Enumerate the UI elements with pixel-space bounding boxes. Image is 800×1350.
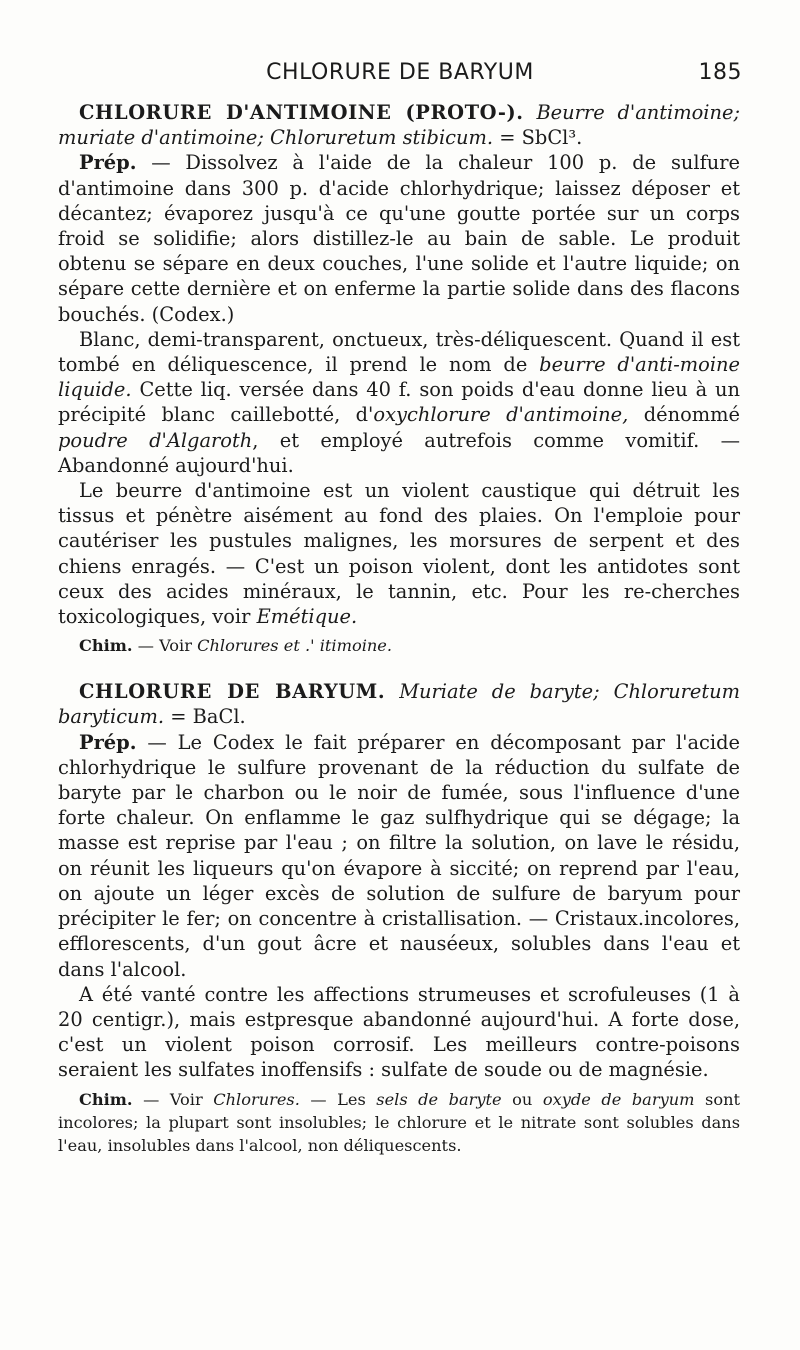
description-text: Cette liq. versée dans 40 f. son poids d'eau donne lieu à un précipité blanc caillebotté, d' <box>58 378 740 427</box>
term-sels-baryte: sels de baryte <box>376 1089 502 1109</box>
cross-ref-chlorures: Chlorures. <box>213 1089 300 1109</box>
chim-text: — Les <box>310 1089 366 1109</box>
entry-antimoine-formula: = SbCl³. <box>499 126 583 150</box>
entry-baryum-chim-note <box>58 1088 740 1157</box>
entry-antimoine-synonyms: Beurre d'antimoine; muriate d'antimoine; Chloruretum stibicum. <box>58 101 740 150</box>
entry-baryum-title: CHLORURE DE BARYUM. <box>79 680 386 704</box>
entry-antimoine-preparation <box>58 150 740 326</box>
prep-label: Prép. <box>79 151 137 175</box>
chim-text: — Voir <box>143 1089 203 1109</box>
cross-ref-emetique: Emétique. <box>256 605 358 629</box>
chim-text: — Voir <box>137 636 192 656</box>
uses-text: A été vanté contre les affections strumeuses et scrofuleuses (1 à 20 centigr.), mais estpresque abandonné aujourd'hui. A forte dose, c'est un violent poison corrosif. Les meilleurs contre-poisons seraient les sulfates inoffensifs : sulfate de soude ou de magnésie. <box>58 982 740 1082</box>
entry-baryum-synonyms: Muriate de baryte; Chloruretum baryticum. <box>58 680 740 729</box>
chim-text: sont incolores; la plupart sont insolubles; le chlorure et le nitrate sont solubles dans l'eau, insolubles dans l'alcool, non déliquescents. <box>58 1089 741 1155</box>
entry-baryum-heading <box>58 679 740 729</box>
running-title: CHLORURE DE BARYUM <box>266 60 534 85</box>
term-oxyde-baryum: oxyde de baryum <box>542 1089 695 1109</box>
description-text: , et employé autrefois comme vomitif. — Abandonné aujourd'hui. <box>58 428 740 477</box>
running-head <box>58 60 742 94</box>
chim-label: Chim. <box>79 1089 133 1109</box>
entry-baryum-preparation <box>58 730 740 982</box>
description-text: Blanc, demi-transparent, onctueux, très-déliquescent. Quand il est tombé en déliquescence, il prend le nom de <box>58 327 740 377</box>
chim-label: Chim. <box>79 636 133 656</box>
body-text <box>58 100 740 1157</box>
prep-text: — Le Codex le fait préparer en décomposant par l'acide chlorhydrique le sulfure provenant de la réduction du sulfate de baryte par le charbon ou le noir de fumée, sous l'influence d'une forte chaleur. On enflamme le gaz sulfhydrique qui se dégage; la masse est reprise par l'eau ; on filtre la solution, on lave le résidu, on réunit les liqueurs qu'on évapore à siccité; on reprend par l'eau, on ajoute un léger excès de solution de sulfure de baryum pour précipiter le fer; on concentre à cristallisation. — Cristaux.incolores, efflorescents, d'un gout âcre et nauséeux, solubles dans l'eau et dans l'alcool. <box>58 730 740 981</box>
entry-baryum-formula: = BaCl. <box>170 705 246 729</box>
term-beurre-liquide: beurre d'anti-moine liquide. <box>58 353 740 402</box>
prep-label: Prép. <box>79 730 137 754</box>
entry-antimoine-heading <box>58 100 740 150</box>
entry-antimoine-description <box>58 327 740 478</box>
entry-antimoine-chim-note <box>58 634 740 657</box>
chim-text: ou <box>512 1089 533 1109</box>
uses-text: Le beurre d'antimoine est un violent caustique qui détruit les tissus et pénètre aisément au fond des plaies. On l'emploie pour cautériser les pustules malignes, les morsures de serpent et des chiens enragés. — C'est un poison violent, dont les antidotes sont ceux des acides minéraux, le tannin, etc. Pour les re-cherches toxicologiques, voir <box>58 479 740 629</box>
term-oxychlorure: oxychlorure d'antimoine, <box>373 403 629 427</box>
cross-ref-antimoine: et .' itimoine. <box>283 636 393 656</box>
prep-text: — Dissolvez à l'aide de la chaleur 100 p. de sulfure d'antimoine dans 300 p. d'acide chlorhydrique; laissez déposer et décantez; évaporez jusqu'à ce qu'une goutte portée sur un corps froid se solidifie; alors distillez-le au bain de sable. Le produit obtenu se sépare en deux couches, l'une solide et l'autre liquide; on sépare cette dernière et on enferme la partie solide dans des flacons bouchés. (Codex.) <box>58 151 740 326</box>
entry-antimoine-uses <box>58 478 740 629</box>
entry-baryum-uses <box>58 982 740 1083</box>
cross-ref-chlorures: Chlorures <box>197 636 279 656</box>
term-poudre-algaroth: poudre d'Algaroth <box>58 428 253 452</box>
description-text: dénommé <box>643 403 740 427</box>
page-number: 185 <box>698 60 742 85</box>
entry-antimoine-title: CHLORURE D'ANTIMOINE (PROTO-). <box>79 101 524 124</box>
